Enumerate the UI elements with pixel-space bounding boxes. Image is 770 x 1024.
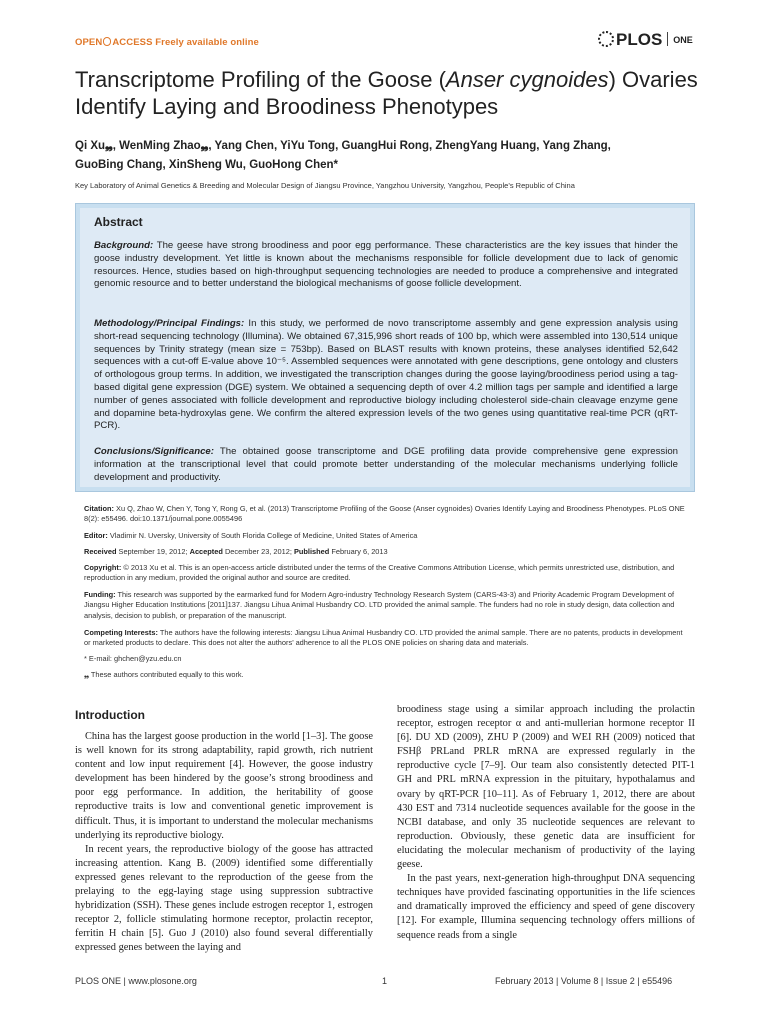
competing-text: The authors have the following interests: Jiangsu Lihua Animal Husbandry CO. LTD provided the animal sample. There are no patents, products in development or marketed products to declare. This does not alter the authors’ adherence to all the PLOS ONE policies on sharing data and materials. (84, 628, 683, 648)
intro-paragraph-3: broodiness stage using a similar approach including the prolactin receptor, estrogen receptor α and anti-mullerian hormone receptor II [6]. DU XD (2009), ZHU P (2009) and WEI RH (2009) noticed that FSHβ PRLand PRLR mRNA are expressed regularly in the reproductive cycle [7–9]. Our team also consistently detected PIT-1 GH and PRL mRNA expression in the pituitary, hypothalamus and ovary by qRT-PCR [10–11]. As of February 1, 2012, there are about 430 EST and 7314 nucleotide sequences available for the goose in the NCBI database, and only 35 nucleotide sequences are relevant to reproduction. Obviously, these genetic data are insufficient for elucidating the molecular mechanism of productivity of the laying geese. (397, 704, 695, 871)
authors-line-2: GuoBing Chang, XinSheng Wu, GuoHong Chen* (75, 159, 338, 171)
copyright-text: © 2013 Xu et al. This is an open-access article distributed under the terms of the Creative Commons Attribution License, which permits unrestricted use, distribution, and reproduction in any medium, provided the original author and source are credited. (84, 563, 675, 583)
abstract-background (94, 240, 678, 291)
published-label: Published (293, 547, 330, 556)
plos-mark-icon (598, 31, 614, 47)
background-text: The geese have strong broodiness and poor egg performance. These characteristics are the key issues that hinder the goose industry development. Yet little is known about the mechanisms responsible for follicle development due to lack of genomic resources. Hence, studies based on high-throughput sequencing technologies are needed to produce a comprehensive and integrated genomic resource and to better understand the biological mechanisms of goose follicle development. (94, 240, 678, 290)
funding-text: This research was supported by the earmarked fund for Modern Agro-industry Technology Research System (CARS-43-3) and Priority Academic Program Development of Jiangsu Higher Education Institutions [2011]137. Jiangsu Lihua Animal Husbandry CO. LTD provided the animal sample. The funders had no role in study design, data collection and analysis, decision to publish, or preparation of the manuscript. (84, 590, 675, 620)
footer-issue: February 2013 | Volume 8 | Issue 2 | e55496 (495, 976, 673, 986)
open-access-badge (75, 37, 259, 48)
title-part2: ) Ovaries Identify Laying and Broodiness Phenotypes (75, 67, 698, 119)
competing-interests (84, 628, 689, 649)
footer-journal[interactable]: PLOS ONE | www.plosone.org (75, 976, 197, 986)
citation (84, 504, 689, 525)
accepted-label: Accepted (189, 547, 223, 556)
journal-logo-sub: ONE (673, 35, 693, 45)
intro-paragraph-4: In the past years, next-generation high-throughput DNA sequencing techniques have provided fascinating opportunities in the life sciences and dramatically improved the efficiency and speed of gene discovery [12]. For example, Illumina sequencing technology offers millions of sequence reads from a single (397, 873, 695, 941)
copyright (84, 563, 689, 584)
access-label: ACCESS Freely available online (112, 37, 259, 48)
intro-paragraph-2: In recent years, the reproductive biology of the goose has attracted increasing attention. Kang B. (2009) identified some differentially expressed genes relevant to the reproduction of the geese from the prelaying to the egg-laying stage using suppression subtractive hybridization (SSH). These genes include estrogen receptor 1, estrogen receptor 2, follicle stimulating hormone receptor, prolactin receptor, ferritin H chain [5]. Guo J (2010) also found several differentially expressed genes between the laying and (75, 843, 373, 954)
title-part1: Transcriptome Profiling of the Goose ( (75, 67, 446, 92)
affiliation: Key Laboratory of Animal Genetics & Breeding and Molecular Design of Jiangsu Province, Yangzhou University, Yangzhou, People’s Republic of China (75, 181, 575, 190)
abstract-heading: Abstract (94, 215, 143, 229)
editor-text: Vladimir N. Uversky, University of South Florida College of Medicine, United States of America (107, 531, 418, 540)
page-number: 1 (382, 976, 388, 986)
methods-label: Methodology/Principal Findings: (94, 318, 245, 329)
competing-label: Competing Interests: (84, 628, 158, 637)
abstract-conclusions (94, 446, 678, 484)
right-column (397, 703, 695, 943)
published-date: February 6, 2013 (329, 547, 388, 556)
dates (84, 547, 689, 557)
abstract-methods (94, 318, 678, 433)
background-label: Background: (94, 240, 154, 251)
title-species: Anser cygnoides (445, 67, 609, 92)
citation-text: Xu Q, Zhao W, Chen Y, Tong Y, Rong G, et al. (2013) Transcriptome Profiling of the Goose (Anser cygnoides) Ovaries Identify Laying and Broodiness Phenotypes. PLoS ONE 8(2): e55496. doi:10.1371/journal.pone.0055496 (84, 504, 685, 524)
editor (84, 531, 689, 541)
open-access-label: OPEN (75, 37, 103, 48)
authors-line-1: Qi Xu❠, WenMing Zhao❠, Yang Chen, YiYu Tong, GuangHui Rong, ZhengYang Huang, Yang Zhang, (75, 140, 611, 152)
logo-divider (667, 32, 668, 46)
equal-contribution-note: ❠ These authors contributed equally to this work. (84, 670, 244, 679)
received-label: Received (84, 547, 117, 556)
journal-logo (598, 30, 693, 50)
editor-label: Editor: (84, 531, 108, 540)
accepted-date: December 23, 2012; (222, 547, 294, 556)
corresponding-email[interactable]: * E-mail: ghchen@yzu.edu.cn (84, 654, 182, 663)
conclusions-label: Conclusions/Significance: (94, 446, 214, 457)
introduction-heading: Introduction (75, 708, 145, 722)
methods-text: In this study, we performed de novo transcriptome assembly and gene expression analysis using short-read sequencing technology (Illumina). We obtained 67,315,996 short reads of 100 bp, which were assembled into 130,514 unique sequences by Trinity strategy (mean size = 753bp). Based on BLAST results with known proteins, these analyses identified 52,642 sequences with a cut-off E-value above 10⁻⁵. Assembled sequences were annotated with gene descriptions, gene ontology and clusters of orthologous group terms. In addition, we investigated the transcription changes during the goose laying/broodiness period using a tag-based digital gene expression (DGE) system. We obtained a sequencing depth of over 4.2 million tags per sample and identified a large number of genes associated with follicle development and reproductive biology including cholesterol side-chain cleavage enzyme gene and dopamine beta-hydroxylas gene. We confirm the altered expression levels of the two genes using quantitative real-time PCR (qRT-PCR). (94, 318, 678, 432)
citation-label: Citation: (84, 504, 114, 513)
open-lock-icon (103, 37, 111, 46)
intro-paragraph-1: China has the largest goose production in the world [1–3]. The goose is well known for its strong adaptability, rapid growth, rich nutrient content and low input requirement [4]. However, the goose industry development has been hindered by the goose’s strong broodiness and poor egg performance. In addition, the heritability of goose reproductive traits is low and conventional genetic improvement is difficult. Thus, it is important to understand the molecular mechanisms underlying its reproductive biology. (75, 731, 373, 841)
author-list (75, 137, 705, 175)
left-column (75, 730, 373, 956)
copyright-label: Copyright: (84, 563, 122, 572)
funding (84, 590, 689, 621)
article-title (75, 66, 715, 120)
funding-label: Funding: (84, 590, 116, 599)
journal-logo-text: PLOS (616, 30, 663, 49)
conclusions-text: The obtained goose transcriptome and DGE profiling data provide comprehensive gene expression information at the transcriptional level that could promote better understanding of the molecular mechanisms underlying follicle development and productivity. (94, 446, 678, 483)
received-date: September 19, 2012; (116, 547, 190, 556)
